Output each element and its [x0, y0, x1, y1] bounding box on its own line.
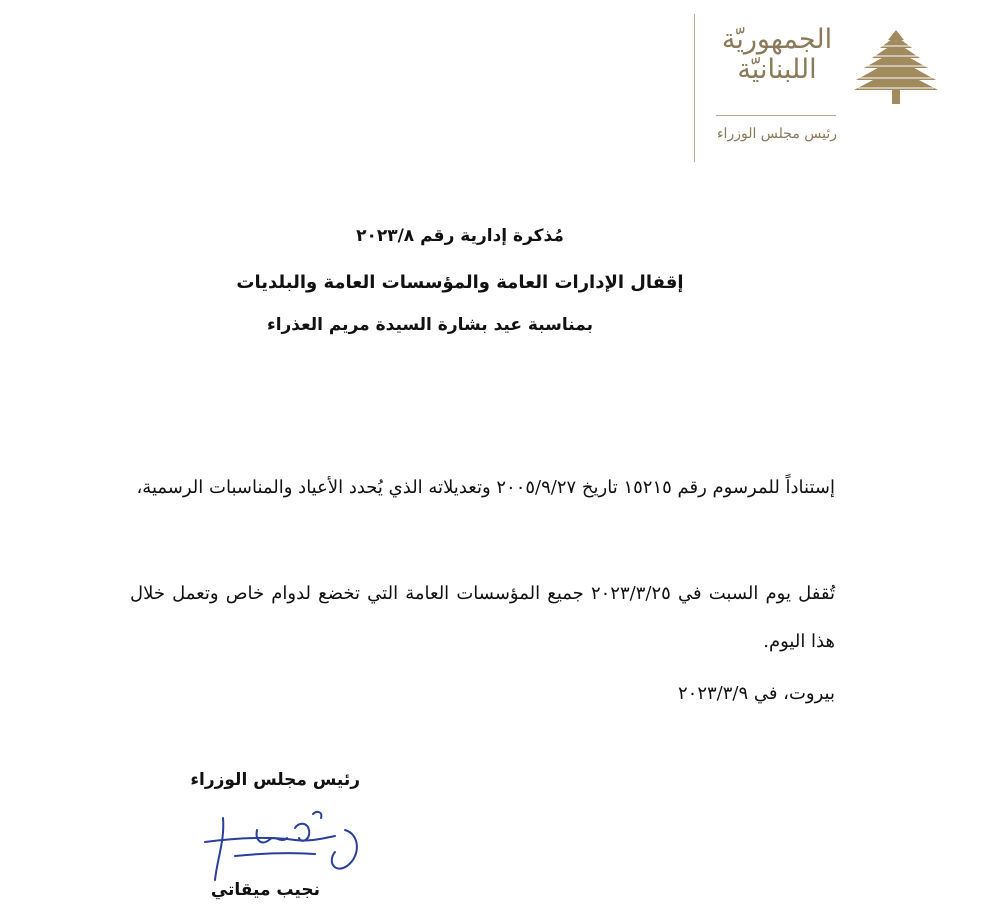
- memo-number: مُذكرة إدارية رقم ٢٠٢٣/٨: [356, 226, 564, 246]
- emblem-rule: [716, 115, 836, 116]
- republic-emblem-text: [708, 26, 846, 85]
- body-paragraph-2: تُقفل يوم السبت في ٢٠٢٣/٣/٢٥ جميع المؤسسات العامة التي تخضع لدوام خاص وتعمل خلال هذا اليوم.: [130, 583, 835, 652]
- emblem-line-1: الجمهوريّة: [721, 24, 833, 55]
- letterhead-divider: [694, 14, 695, 162]
- cedar-tree-icon: [852, 28, 940, 106]
- body-paragraph-1: إستناداً للمرسوم رقم ١٥٢١٥ تاريخ ٢٠٠٥/٩/٢٧ وتعديلاته الذي يُحدد الأعياد والمناسبات الرسمية،: [136, 477, 835, 498]
- letterhead-office: رئيس مجلس الوزراء: [716, 126, 838, 142]
- signer-name: نجيب ميقاتي: [210, 880, 320, 900]
- memo-occasion: بمناسبة عيد بشارة السيدة مريم العذراء: [267, 315, 593, 335]
- dateline: بيروت، في ٢٠٢٣/٣/٩: [677, 683, 835, 704]
- signer-title: رئيس مجلس الوزراء: [190, 770, 360, 790]
- handwritten-signature: [195, 800, 365, 885]
- memo-titles: [200, 218, 720, 340]
- memo-subject: إقفال الإدارات العامة والمؤسسات العامة والبلديات: [236, 272, 684, 293]
- emblem-line-2: اللبنانيّة: [737, 54, 817, 86]
